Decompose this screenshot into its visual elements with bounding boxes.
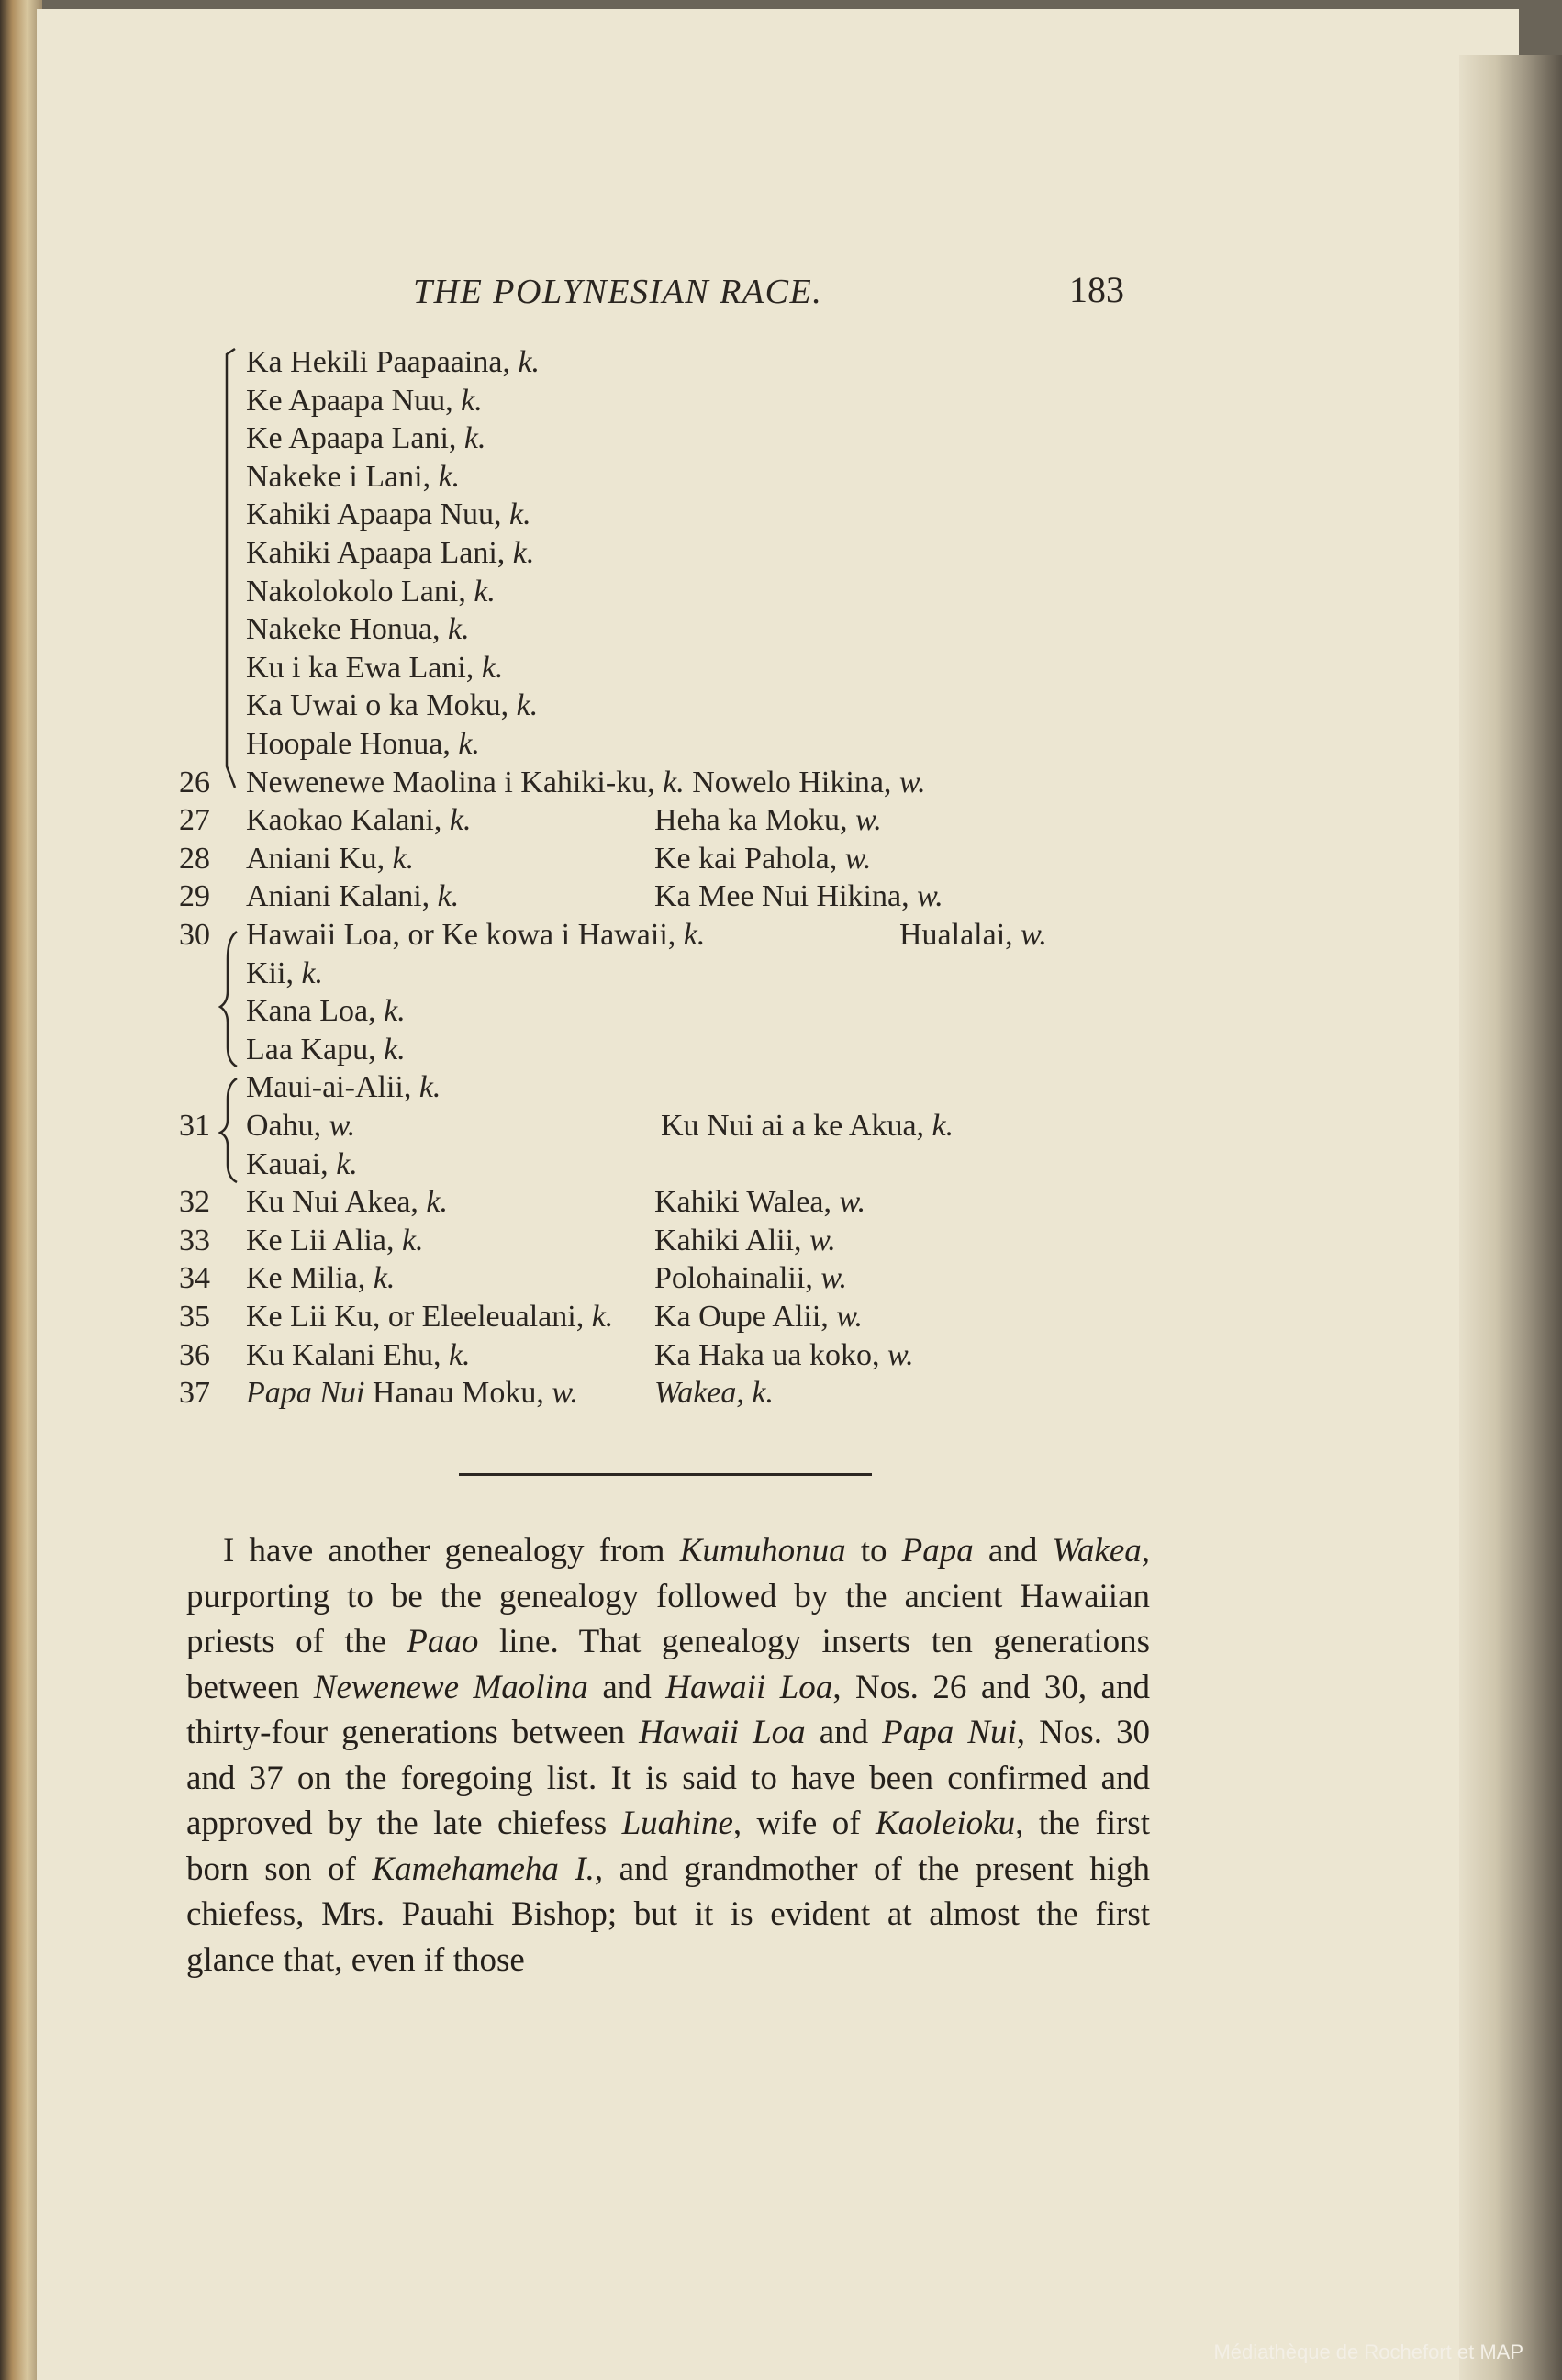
spouse-entry bbox=[654, 879, 943, 914]
name-text-italic: Papa Nui bbox=[246, 1376, 365, 1411]
name-entry bbox=[246, 1338, 471, 1373]
spouse-text-sex: w. bbox=[844, 841, 872, 876]
paragraph-text: and bbox=[973, 1532, 1053, 1570]
genealogy-row bbox=[0, 651, 1562, 689]
italic-term: Papa Nui bbox=[882, 1714, 1017, 1751]
name-text: Kahiki Apaapa Lani, k. bbox=[246, 536, 535, 570]
spouse-text-sex: w. bbox=[855, 803, 882, 838]
name-entry bbox=[246, 918, 705, 953]
name-text: Kauai, k. bbox=[246, 1146, 358, 1181]
name-text-sex: k. bbox=[518, 345, 541, 379]
spouse-text: Ka Mee Nui Hikina, w. bbox=[654, 879, 943, 914]
generation-number: 32 bbox=[179, 1185, 210, 1220]
name-entry bbox=[246, 421, 486, 456]
name-text: Ke Apaapa Nuu, k. bbox=[246, 383, 483, 418]
name-entry bbox=[246, 842, 414, 877]
spouse-entry bbox=[654, 842, 871, 877]
name-entry bbox=[246, 497, 531, 532]
genealogy-row bbox=[0, 803, 1562, 842]
name-entry bbox=[246, 1300, 613, 1335]
genealogy-row bbox=[0, 842, 1562, 880]
generation-number: 34 bbox=[179, 1261, 210, 1296]
name-text: Ke Lii Ku, or Eleeleualani, k. bbox=[246, 1300, 614, 1334]
genealogy-row bbox=[0, 1109, 1562, 1147]
source-credit: Médiathèque de Rochefort et MAP bbox=[1213, 2341, 1523, 2363]
paragraph-text: to bbox=[845, 1532, 902, 1570]
name-text: Oahu, w. bbox=[246, 1109, 356, 1143]
genealogy-row bbox=[0, 688, 1562, 727]
name-text-sex: k. bbox=[461, 383, 483, 418]
name-text-sex: k. bbox=[401, 1223, 424, 1257]
name-entry bbox=[246, 1224, 424, 1258]
spouse-text: Kahiki Walea, w. bbox=[654, 1185, 866, 1220]
name-text-sex: k. bbox=[384, 1032, 406, 1067]
name-text-sex: k. bbox=[418, 1070, 441, 1105]
name-text-sex: k. bbox=[683, 918, 706, 952]
generation-number: 30 bbox=[179, 918, 210, 952]
name-text: Ku i ka Ewa Lani, k. bbox=[246, 650, 504, 685]
genealogy-row bbox=[0, 1147, 1562, 1186]
name-text: Newenewe Maolina i Kahiki-ku, k. bbox=[246, 765, 685, 799]
paragraph-text: , purporting to be the genealogy followed by the ancient Hawaiian priests of the bbox=[186, 1532, 1150, 1660]
name-text-sex: k. bbox=[663, 765, 685, 799]
spouse-entry bbox=[654, 1261, 847, 1296]
italic-term: Newenewe Maolina bbox=[313, 1668, 588, 1706]
section-rule bbox=[459, 1473, 872, 1476]
italic-term: Hawaii Loa bbox=[665, 1668, 833, 1706]
generation-number: 35 bbox=[179, 1300, 210, 1334]
name-entry bbox=[246, 612, 470, 647]
name-text: Nakeke Honua, k. bbox=[246, 612, 470, 647]
name-text-sex: w. bbox=[552, 1376, 579, 1411]
italic-term: Kumuhonua bbox=[679, 1532, 846, 1570]
spouse-text: Ke kai Pahola, w. bbox=[654, 841, 872, 876]
spouse-text: Heha ka Moku, w. bbox=[654, 803, 882, 838]
genealogy-row bbox=[0, 575, 1562, 613]
genealogy-row bbox=[0, 612, 1562, 651]
spouse-entry bbox=[654, 1376, 774, 1411]
italic-term: Papa bbox=[901, 1532, 974, 1570]
name-entry bbox=[246, 575, 496, 609]
name-text-sex: w. bbox=[329, 1109, 356, 1143]
name-entry bbox=[246, 1185, 448, 1220]
genealogy-row bbox=[0, 879, 1562, 918]
name-entry bbox=[246, 1261, 395, 1296]
name-text-sex: k. bbox=[336, 1146, 358, 1181]
name-text: Ka Uwai o ka Moku, k. bbox=[246, 688, 539, 723]
spouse-entry bbox=[654, 1224, 836, 1258]
spouse-text-sex: w. bbox=[836, 1300, 863, 1334]
name-entry bbox=[246, 345, 540, 380]
name-text-sex: k. bbox=[437, 879, 460, 914]
italic-term: Hawaii Loa bbox=[639, 1714, 806, 1751]
name-text-sex: k. bbox=[463, 421, 486, 456]
spouse-text: Kahiki Alii, w. bbox=[654, 1223, 836, 1257]
name-text: Papa Nui Hanau Moku, w. bbox=[246, 1376, 579, 1411]
name-entry bbox=[246, 1376, 578, 1411]
genealogy-row bbox=[0, 497, 1562, 536]
name-text: Ke Lii Alia, k. bbox=[246, 1223, 424, 1257]
name-text-sex: k. bbox=[512, 536, 535, 570]
italic-term: Kamehameha I. bbox=[372, 1849, 595, 1888]
body-paragraph bbox=[186, 1528, 1150, 1983]
name-text-sex: k. bbox=[474, 574, 496, 609]
italic-term: Paao bbox=[407, 1623, 479, 1660]
paragraph-text: , Nos. 26 and 30, and thirty-four generations between bbox=[186, 1668, 1150, 1751]
genealogy-row bbox=[0, 765, 1562, 804]
name-text-sex: k. bbox=[516, 688, 539, 723]
name-text-sex: k. bbox=[448, 1337, 471, 1372]
genealogy-row bbox=[0, 918, 1562, 956]
generation-number: 26 bbox=[179, 765, 210, 799]
spouse-entry bbox=[654, 1185, 865, 1220]
spouse-entry bbox=[654, 1300, 863, 1335]
spouse-entry bbox=[661, 1109, 954, 1144]
spouse-text: Polohainalii, w. bbox=[654, 1261, 847, 1296]
name-entry bbox=[246, 803, 471, 838]
name-entry bbox=[246, 688, 538, 723]
genealogy-row bbox=[0, 994, 1562, 1033]
paragraph-text: line. That genealogy inserts ten generations between bbox=[186, 1623, 1151, 1706]
name-entry bbox=[246, 727, 480, 762]
spouse-text-sex: w. bbox=[809, 1223, 836, 1257]
name-text-sex: k. bbox=[438, 459, 461, 494]
name-text-sex: k. bbox=[509, 497, 531, 532]
name-text: Ke Apaapa Lani, k. bbox=[246, 421, 486, 456]
name-text: Ku Nui Akea, k. bbox=[246, 1185, 449, 1220]
name-entry bbox=[246, 536, 534, 571]
name-entry bbox=[246, 460, 460, 495]
genealogy-row bbox=[0, 1033, 1562, 1071]
name-text-sex: k. bbox=[458, 727, 480, 761]
genealogy-row bbox=[0, 1338, 1562, 1377]
spouse-text: Ku Nui ai a ke Akua, k. bbox=[661, 1109, 954, 1143]
generation-number: 28 bbox=[179, 841, 210, 876]
spouse-text: Ka Oupe Alii, w. bbox=[654, 1300, 863, 1334]
name-text-sex: k. bbox=[591, 1300, 614, 1334]
name-entry bbox=[246, 765, 926, 800]
spouse-text-sex: w. bbox=[917, 879, 943, 914]
italic-term: Kaoleioku bbox=[875, 1805, 1016, 1842]
genealogy-row bbox=[0, 956, 1562, 995]
generation-number: 37 bbox=[179, 1376, 210, 1411]
name-text-sex: k. bbox=[301, 955, 324, 990]
name-text: Ka Hekili Paapaaina, k. bbox=[246, 345, 541, 379]
name-text-sex: k. bbox=[449, 803, 472, 838]
spouse-text: Ka Haka ua koko, w. bbox=[654, 1337, 914, 1372]
name-entry bbox=[246, 384, 483, 419]
generation-number: 27 bbox=[179, 803, 210, 838]
name-text: Maui-ai-Alii, k. bbox=[246, 1070, 441, 1105]
spouse-text: Hualalai, w. bbox=[899, 918, 1047, 952]
genealogy-row bbox=[0, 536, 1562, 575]
name-text: Kana Loa, k. bbox=[246, 994, 406, 1029]
spouse-text-sex: k. bbox=[752, 1376, 774, 1411]
generation-number: 36 bbox=[179, 1337, 210, 1372]
name-text: Hoopale Honua, k. bbox=[246, 727, 480, 761]
name-text-sex: k. bbox=[447, 612, 470, 647]
name-text: Ku Kalani Ehu, k. bbox=[246, 1337, 471, 1372]
name-entry bbox=[246, 1147, 358, 1182]
spouse-text-sex: w. bbox=[820, 1261, 847, 1296]
genealogy-row bbox=[0, 421, 1562, 460]
spouse-text: Nowelo Hikina, w. bbox=[684, 765, 926, 799]
paragraph-text: , wife of bbox=[732, 1805, 876, 1842]
name-text: Nakolokolo Lani, k. bbox=[246, 574, 496, 609]
spouse-text: Wakea, bbox=[654, 1376, 753, 1411]
name-text: Kaokao Kalani, k. bbox=[246, 803, 472, 838]
spouse-text-sex: w. bbox=[839, 1185, 866, 1220]
genealogy-row bbox=[0, 1185, 1562, 1224]
name-text-sex: k. bbox=[392, 841, 415, 876]
page-number: 183 bbox=[1069, 269, 1124, 310]
name-text: Aniani Ku, k. bbox=[246, 841, 415, 876]
name-text-sex: k. bbox=[481, 650, 504, 685]
paragraph-text: and bbox=[805, 1714, 883, 1751]
spouse-entry bbox=[654, 803, 882, 838]
paragraph-text: and bbox=[587, 1668, 666, 1706]
name-text-sex: k. bbox=[384, 994, 406, 1029]
generation-number: 29 bbox=[179, 879, 210, 914]
name-text: Nakeke i Lani, k. bbox=[246, 459, 461, 494]
italic-term: Luahine bbox=[621, 1805, 733, 1842]
name-text: Kahiki Apaapa Nuu, k. bbox=[246, 497, 531, 532]
name-entry bbox=[246, 1070, 441, 1105]
generation-number: 33 bbox=[179, 1223, 210, 1257]
name-text: Aniani Kalani, k. bbox=[246, 879, 460, 914]
name-entry bbox=[246, 956, 323, 991]
name-text-sex: k. bbox=[373, 1261, 396, 1296]
spouse-text-sex: w. bbox=[887, 1337, 914, 1372]
spouse-text-sex: k. bbox=[932, 1109, 954, 1143]
genealogy-row bbox=[0, 727, 1562, 765]
genealogy-row bbox=[0, 1300, 1562, 1338]
spouse-entry bbox=[654, 1338, 914, 1373]
generation-number: 31 bbox=[179, 1109, 210, 1143]
name-text: Ke Milia, k. bbox=[246, 1261, 396, 1296]
name-text-sex: k. bbox=[426, 1185, 449, 1220]
spouse-entry bbox=[899, 918, 1047, 953]
genealogy-row bbox=[0, 460, 1562, 498]
italic-term: Wakea bbox=[1052, 1532, 1142, 1570]
genealogy-row bbox=[0, 1070, 1562, 1109]
genealogy-row bbox=[0, 1261, 1562, 1300]
name-entry bbox=[246, 994, 406, 1029]
name-entry bbox=[246, 651, 503, 686]
spouse-text-sex: w. bbox=[1021, 918, 1047, 952]
name-entry bbox=[246, 1033, 406, 1067]
genealogy-row bbox=[0, 1376, 1562, 1414]
paragraph-text: I have another genealogy from bbox=[223, 1532, 680, 1570]
paragraph-text: , and grandmother of the present high chiefess, Mrs. Pauahi Bishop; but it is evident at almost the first glance that, even if those bbox=[186, 1849, 1150, 1979]
genealogy-row bbox=[0, 345, 1562, 384]
spouse-text-sex: w. bbox=[898, 765, 926, 799]
running-head-title: THE POLYNESIAN RACE. bbox=[413, 273, 823, 311]
name-entry bbox=[246, 1109, 355, 1144]
name-text: Hawaii Loa, or Ke kowa i Hawaii, k. bbox=[246, 918, 706, 952]
name-entry bbox=[246, 879, 459, 914]
genealogy-row bbox=[0, 384, 1562, 422]
paragraph-text: , Nos. 30 and 37 on the foregoing list. It is said to have been confirmed and approved by the late chiefess bbox=[186, 1714, 1150, 1842]
paragraph-text: , the first born son of bbox=[186, 1805, 1150, 1888]
name-text: Laa Kapu, k. bbox=[246, 1032, 406, 1067]
name-text: Kii, k. bbox=[246, 955, 324, 990]
genealogy-row bbox=[0, 1224, 1562, 1262]
